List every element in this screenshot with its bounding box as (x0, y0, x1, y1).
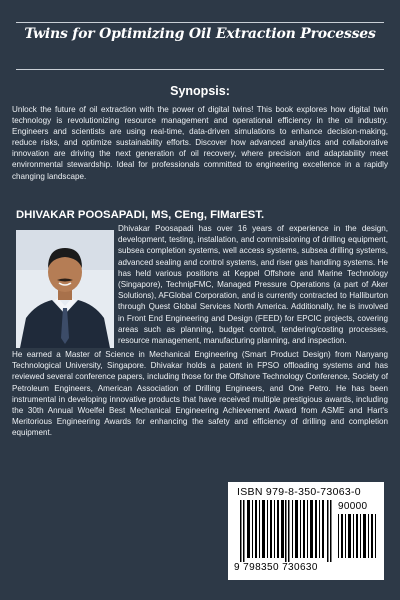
isbn-barcode-panel (228, 482, 384, 580)
barcode-number: 9 798350 730630 (234, 562, 318, 573)
synopsis-heading: Synopsis: (170, 84, 230, 98)
author-name: DHIVAKAR POOSAPADI, MS, CEng, FIMarEST. (16, 209, 265, 221)
price-code: 90000 (338, 501, 368, 512)
author-portrait-image (16, 230, 114, 348)
author-bio-paragraph-2: He earned a Master of Science in Mechanical Engineering (Smart Product Design) from Nanyang Technological University, Singapore. Dhivakar holds a patent in FPSO offloading systems and has reviewed several conference papers, including those for the Offshore Technology Conference, Society of Petroleum Engineers, American Association of Drilling Engineers, and One Petro. He has been instrumental in developing innovative products that have received multiple prestigious awards, including the 30th Annual Woelfel Best Mechanical Engineering Achievement Award from ASME and Hart's Meritorious Engineering Awards for enhancing the safety and efficiency of drilling and completion equipment. (12, 350, 388, 438)
author-bio-paragraph-1: Dhivakar Poosapadi has over 16 years of experience in the design, development, testing, installation, and commissioning of drilling equipment, subsea completion systems, well access systems, subsea drilling systems, advanced sealing and control systems, and riser gas handling systems. He has held various positions at Keppel Offshore and Marine Technology (Singapore), TechnipFMC, Managed Pressure Operations (a part of Aker Solutions), AFGlobal Corporation, and is currently contracted to Halliburton through Quest Global Services North America. Additionally, he is involved in Front End Engineering and Design (FEED) for EPCIC projects, covering areas such as planning, budget control, tendering/costing processes, resource management, manufacturing planning, and inspection. (118, 224, 388, 346)
isbn-text: ISBN 979-8-350-73063-0 (237, 486, 361, 498)
author-photo (16, 230, 114, 348)
synopsis-text: Unlock the future of oil extraction with the power of digital twins! This book explores how digital twin technology is revolutionizing resource management and operational efficiency in the oil industry. Engineers and scientists are using real-time, data-driven simulations to enhance decision-making, reduce risks, and optimize sustainability efforts. Discover how advanced analytics and collaborative innovation are driving the next generation of oil recovery, where precision and adaptability meet environmental stewardship. Ideal for professionals committed to engineering excellence in a rapidly changing landscape. (12, 105, 388, 181)
book-title: Twins for Optimizing Oil Extraction Processes (24, 26, 376, 42)
